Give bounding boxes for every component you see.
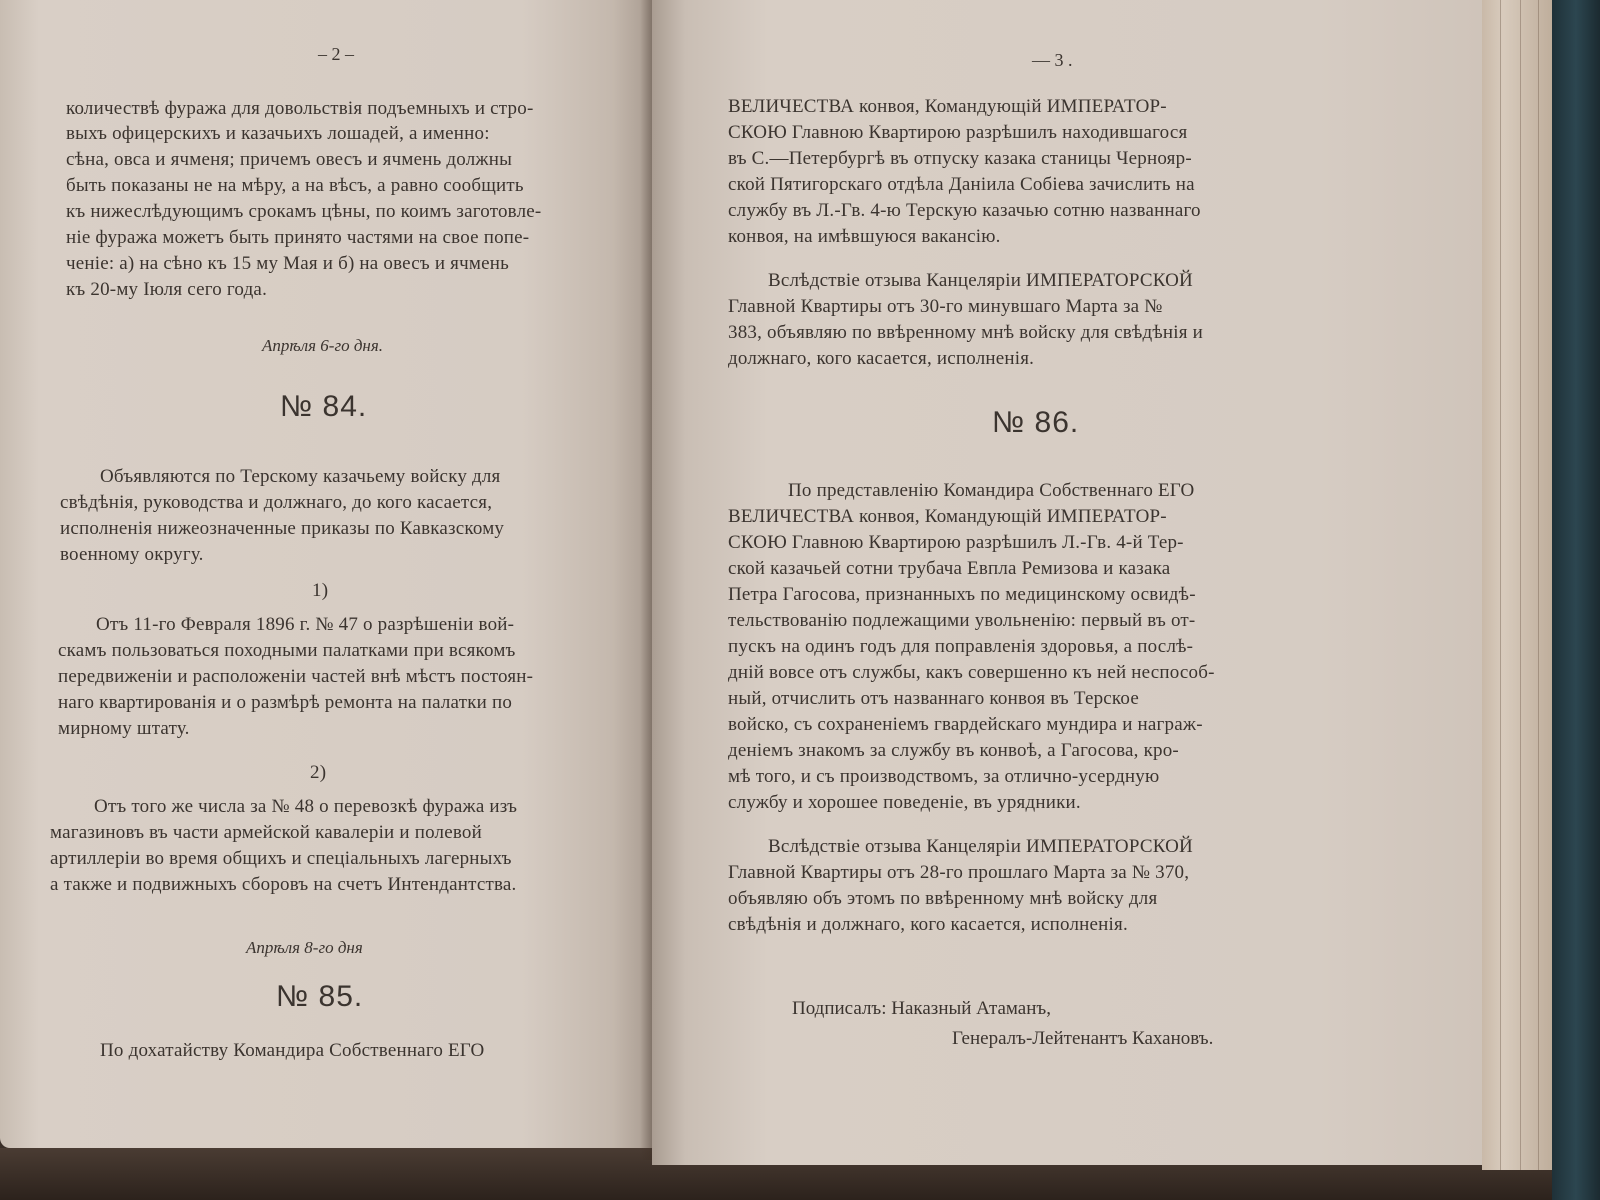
- text-line: мѣ того, и съ производствомъ, за отлично-усердную: [728, 766, 1160, 787]
- text-line: СКОЮ Главною Квартирою разрѣшилъ Л.-Гв. 4-й Тер-: [728, 532, 1184, 553]
- text-line: ченіе: а) на сѣно къ 15 му Мая и б) на овесъ и ячмень: [66, 253, 509, 274]
- text-line: ВЕЛИЧЕСТВА конвоя, Командующій ИМПЕРАТОР-: [728, 506, 1167, 527]
- text-line: въ С.—Петербургѣ въ отпуску казака станицы Чернояр-: [728, 148, 1192, 169]
- text-line: свѣдѣнія и должнаго, кого касается, исполненія.: [728, 914, 1128, 935]
- text-line: количествѣ фуража для довольствія подъемныхъ и стро-: [66, 98, 534, 119]
- signature-title: Подписалъ: Наказный Атаманъ,: [792, 998, 1051, 1019]
- text-line: ный, отчислить отъ названнаго конвоя въ Терское: [728, 688, 1139, 709]
- page-number: — 3 .: [1032, 50, 1073, 70]
- text-line: службу въ Л.-Гв. 4-ю Терскую казачью сотню названнаго: [728, 200, 1201, 221]
- page-number: – 2 –: [318, 44, 354, 64]
- text-line: войско, съ сохраненіемъ гвардейскаго мундира и награж-: [728, 714, 1203, 735]
- text-line: ской казачьей сотни трубача Евпла Ремизова и казака: [728, 558, 1171, 579]
- text-line: Объявляются по Терскому казачьему войску для: [100, 466, 501, 487]
- text-line: ніе фуража можетъ быть принято частями на свое попе-: [66, 227, 530, 248]
- right-page: [652, 0, 1482, 1165]
- date-line: Апрѣля 8-го дня: [246, 938, 363, 957]
- text-line: а также и подвижныхъ сборовъ на счетъ Интендантства.: [50, 874, 517, 895]
- item-label: 1): [312, 580, 329, 601]
- item-label: 2): [310, 762, 327, 783]
- text-line: По дохатайству Командира Собственнаго ЕГО: [100, 1040, 485, 1061]
- text-line: свѣдѣнія, руководства и должнаго, до кого касается,: [60, 492, 493, 513]
- text-line: наго квартированія и о размѣрѣ ремонта на палатки по: [58, 692, 513, 713]
- order-heading-86: № 86.: [992, 406, 1080, 439]
- text-line: къ 20-му Іюля сего года.: [66, 279, 268, 300]
- book-cover: [1552, 0, 1600, 1200]
- text-line: исполненія нижеозначенные приказы по Кавказскому: [60, 518, 505, 539]
- order-heading-84: № 84.: [280, 390, 368, 423]
- text-line: Вслѣдствіе отзыва Канцеляріи ИМПЕРАТОРСКОЙ: [768, 836, 1193, 857]
- text-line: быть показаны не на мѣру, а на вѣсъ, а равно сообщить: [66, 175, 524, 196]
- date-line: Апрѣля 6-го дня.: [262, 336, 384, 355]
- text-line: Отъ того же числа за № 48 о перевозкѣ фуража изъ: [94, 796, 518, 817]
- text-line: ской Пятигорскаго отдѣла Даніила Собіева зачислить на: [728, 174, 1195, 195]
- left-page: [0, 0, 652, 1148]
- text-line: службу и хорошее поведеніе, въ урядники.: [728, 792, 1081, 813]
- text-line: магазиновъ въ части армейской кавалеріи и полевой: [50, 822, 482, 843]
- text-line: конвоя, на имѣвшуюся вакансію.: [728, 226, 1001, 247]
- text-line: ВЕЛИЧЕСТВА конвоя, Командующій ИМПЕРАТОР-: [728, 96, 1167, 117]
- signature-name: Генералъ-Лейтенантъ Кахановъ.: [952, 1028, 1214, 1049]
- text-line: передвиженіи и расположеніи частей внѣ мѣстъ постоян-: [58, 666, 534, 687]
- text-line: Петра Гагосова, признанныхъ по медицинскому освидѣ-: [728, 584, 1196, 605]
- text-line: Отъ 11-го Февраля 1896 г. № 47 о разрѣшеніи вой-: [96, 614, 515, 635]
- text-line: мирному штату.: [58, 718, 190, 739]
- page-edges: [1482, 0, 1552, 1170]
- text-line: выхъ офицерскихъ и казачьихъ лошадей, а именно:: [66, 123, 490, 144]
- text-line: объявляю объ этомъ по ввѣренному мнѣ войску для: [728, 888, 1158, 909]
- order-heading-85: № 85.: [276, 980, 364, 1013]
- text-line: должнаго, кого касается, исполненія.: [728, 348, 1035, 369]
- text-line: дній вовсе отъ службы, какъ совершенно къ ней неспособ-: [728, 662, 1215, 683]
- text-line: 383, объявляю по ввѣренному мнѣ войску для свѣдѣнія и: [728, 322, 1203, 343]
- text-line: По представленію Командира Собственнаго ЕГО: [788, 480, 1195, 501]
- text-line: пускъ на одинъ годъ для поправленія здоровья, а послѣ-: [728, 636, 1194, 657]
- text-line: скамъ пользоваться походными палатками при всякомъ: [58, 640, 516, 661]
- text-line: Главной Квартиры отъ 30-го минувшаго Марта за №: [728, 296, 1163, 317]
- text-line: артиллеріи во время общихъ и спеціальныхъ лагерныхъ: [50, 848, 512, 869]
- page-edge-line: [1500, 0, 1501, 1170]
- page-edge-line: [1538, 0, 1539, 1170]
- text-line: Главной Квартиры отъ 28-го прошлаго Марта за № 370,: [728, 862, 1190, 883]
- text-line: военному округу.: [60, 544, 204, 565]
- text-line: Вслѣдствіе отзыва Канцеляріи ИМПЕРАТОРСКОЙ: [768, 270, 1193, 291]
- page-edge-line: [1520, 0, 1521, 1170]
- text-line: къ нижеслѣдующимъ срокамъ цѣны, по коимъ заготовле-: [66, 201, 542, 222]
- text-line: деніемъ знакомъ за службу въ конвоѣ, а Гагосова, кро-: [728, 740, 1179, 761]
- text-line: тельствованію подлежащими увольненію: первый въ от-: [728, 610, 1196, 631]
- text-line: СКОЮ Главною Квартирою разрѣшилъ находившагося: [728, 122, 1188, 143]
- text-line: сѣна, овса и ячменя; причемъ овесъ и ячмень должны: [66, 149, 513, 170]
